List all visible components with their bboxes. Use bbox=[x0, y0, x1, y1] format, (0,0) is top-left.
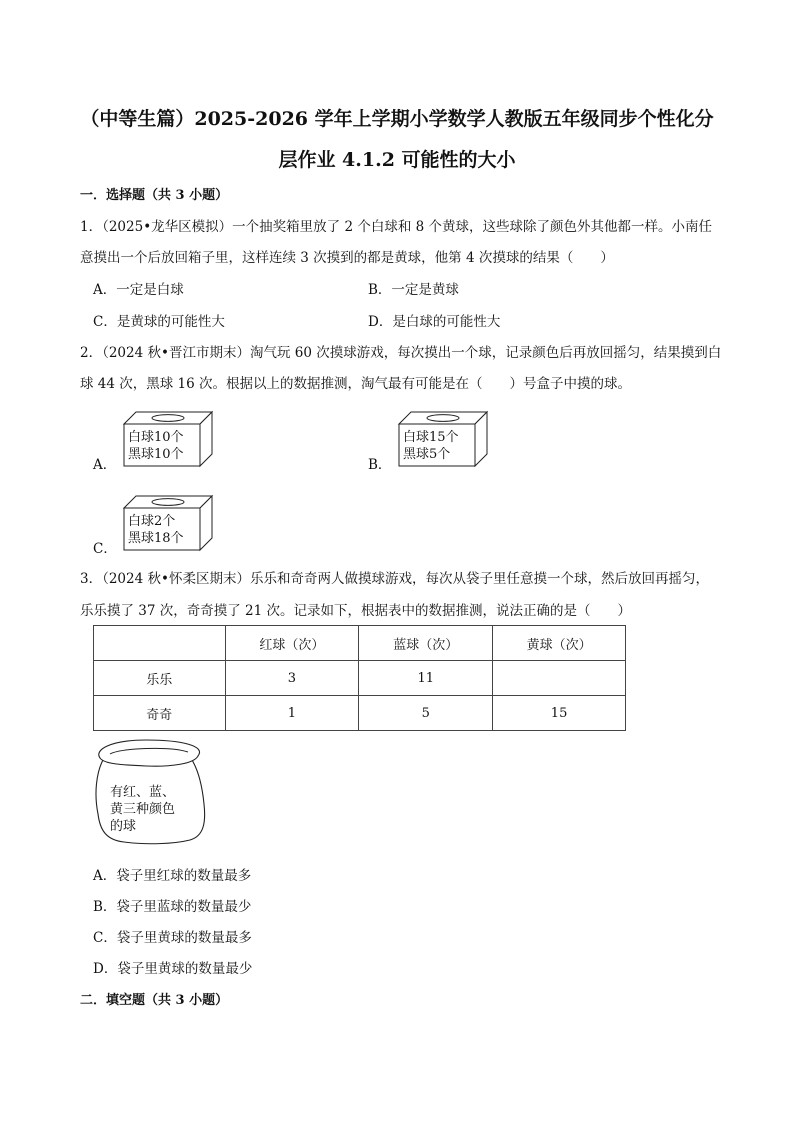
table-cell: 5 bbox=[359, 696, 493, 731]
box-c-line-2: 黑球18个 bbox=[128, 531, 184, 546]
bag-line-3: 的球 bbox=[110, 819, 137, 834]
q3-stem-line-1: 3．（2024 秋•怀柔区期末）乐乐和奇奇两人做摸球游戏，每次从袋子里任意摸一个球，然后放回再摇匀， bbox=[80, 571, 709, 587]
bag-line-2: 黄三种颜色 bbox=[110, 802, 176, 817]
q1-stem-line-2: 意摸出一个后放回箱子里，这样连续 3 次摸到的都是黄球，他第 4 次摸球的结果（ ） bbox=[80, 250, 614, 266]
table-header-cell bbox=[94, 626, 226, 661]
box-a-figure bbox=[118, 406, 218, 468]
box-c-line-1: 白球2个 bbox=[128, 514, 176, 529]
bag-line-1: 有红、蓝、 bbox=[110, 785, 176, 800]
table-header-row bbox=[94, 626, 626, 661]
table-cell: 奇奇 bbox=[94, 696, 226, 731]
q2-option-c: C． bbox=[93, 541, 117, 557]
box-a-line-2: 黑球10个 bbox=[128, 447, 184, 462]
table-header-cell: 蓝球（次） bbox=[359, 626, 493, 661]
table-cell: 3 bbox=[225, 661, 359, 696]
section-heading-choice: 一．选择题（共 3 小题） bbox=[80, 188, 229, 203]
title-line-1: （中等生篇）2025-2026 学年上学期小学数学人教版五年级同步个性化分 bbox=[80, 108, 714, 130]
box-b-figure bbox=[393, 406, 493, 468]
q2-option-a: A． bbox=[93, 457, 117, 473]
q1-option-a: A．一定是白球 bbox=[93, 282, 184, 298]
section-heading-fill-blank: 二．填空题（共 3 小题） bbox=[80, 993, 229, 1008]
q3-option-a: A．袋子里红球的数量最多 bbox=[93, 868, 252, 884]
box-a-line-1: 白球10个 bbox=[128, 430, 184, 445]
box-b-line-1: 白球15个 bbox=[403, 430, 459, 445]
q3-option-c: C．袋子里黄球的数量最多 bbox=[93, 930, 252, 946]
box-c-figure bbox=[118, 490, 218, 552]
table-header-cell: 红球（次） bbox=[225, 626, 359, 661]
q3-option-b: B．袋子里蓝球的数量最少 bbox=[93, 899, 252, 915]
q2-stem-line-2: 球 44 次，黑球 16 次。根据以上的数据推测，淘气最有可能是在（ ）号盒子中摸的球。 bbox=[80, 376, 632, 392]
bag-figure bbox=[90, 736, 210, 848]
q3-stem-line-2: 乐乐摸了 37 次，奇奇摸了 21 次。记录如下，根据表中的数据推测，说法正确的是（ ） bbox=[80, 603, 632, 619]
q1-stem-line-1: 1．（2025•龙华区模拟）一个抽奖箱里放了 2 个白球和 8 个黄球，这些球除了颜色外其他都一样。小南任 bbox=[80, 219, 713, 235]
table-cell bbox=[493, 661, 626, 696]
box-b-line-2: 黑球5个 bbox=[403, 447, 451, 462]
q1-option-b: B．一定是黄球 bbox=[368, 282, 459, 298]
table-cell: 15 bbox=[493, 696, 626, 731]
table-header-cell: 黄球（次） bbox=[493, 626, 626, 661]
q1-option-d: D．是白球的可能性大 bbox=[368, 314, 501, 330]
table-row bbox=[94, 696, 626, 731]
q2-stem-line-1: 2．（2024 秋•晋江市期末）淘气玩 60 次摸球游戏，每次摸出一个球，记录颜色后再放回摇匀，结果摸到白 bbox=[80, 345, 722, 361]
table-cell: 11 bbox=[359, 661, 493, 696]
tally-table bbox=[93, 625, 626, 731]
table-cell: 乐乐 bbox=[94, 661, 226, 696]
title-line-2: 层作业 4.1.2 可能性的大小 bbox=[278, 149, 516, 171]
q3-option-d: D．袋子里黄球的数量最少 bbox=[93, 961, 253, 977]
q2-option-b: B． bbox=[368, 457, 392, 473]
table-row bbox=[94, 661, 626, 696]
q1-option-c: C．是黄球的可能性大 bbox=[93, 314, 225, 330]
table-cell: 1 bbox=[225, 696, 359, 731]
